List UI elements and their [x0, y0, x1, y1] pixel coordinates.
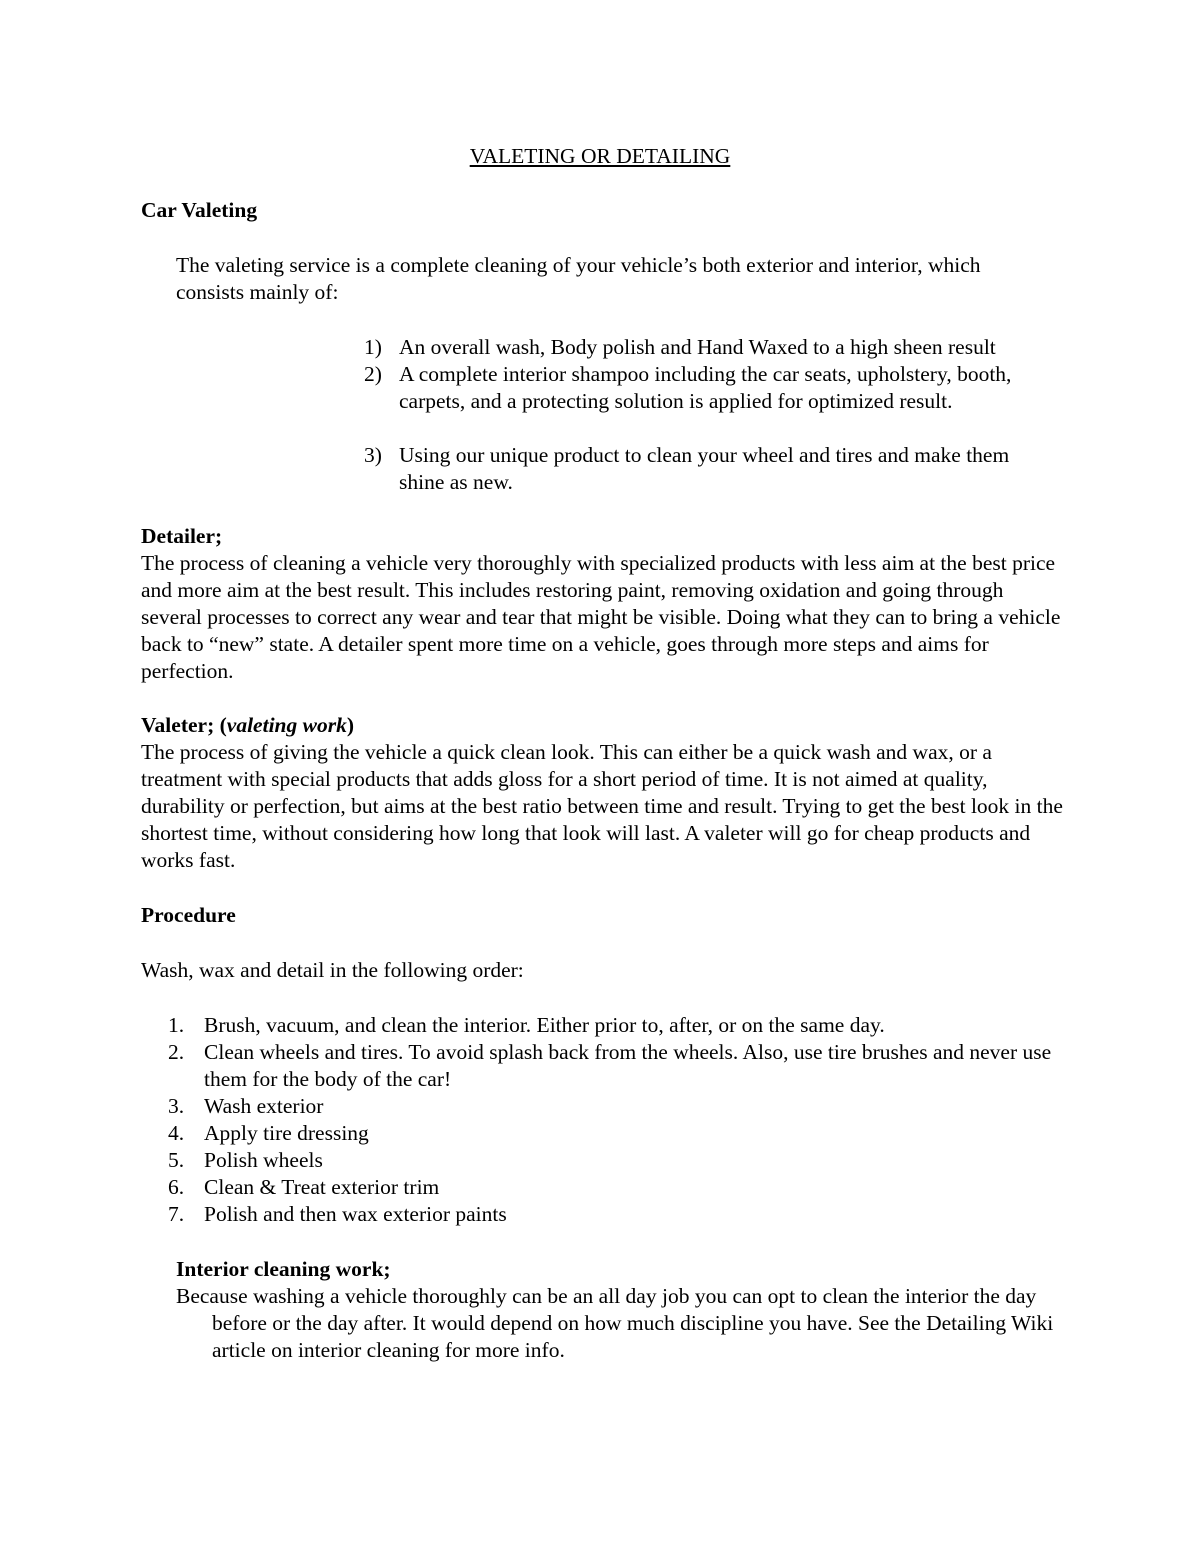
list-item-number: 2) [364, 362, 382, 386]
list-item-text: Clean & Treat exterior trim [204, 1175, 440, 1199]
valeter-heading-label: Valeter; [141, 713, 215, 737]
page-title: VALETING OR DETAILING [469, 144, 731, 168]
list-item-text: Apply tire dressing [204, 1121, 369, 1145]
list-item-number: 7. [168, 1202, 185, 1226]
valeter-heading [141, 712, 354, 739]
list-item-text: A complete interior shampoo including the car seats, upholstery, booth, carpets, and a protecting solution is applied for optimized result. [399, 362, 1012, 413]
list-item-number: 1) [364, 335, 382, 359]
valeter-paren-close: ) [346, 713, 354, 737]
list-item-text: An overall wash, Body polish and Hand Waxed to a high sheen result [399, 335, 996, 359]
list-item-text: Polish and then wax exterior paints [204, 1202, 507, 1226]
valeter-text: The process of giving the vehicle a quick clean look. This can either be a quick wash and wax, or a treatment with special products that adds gloss for a short period of time. It is not aimed at quality, durability or perfection, but aims at the best ratio between time and result. Trying to get the best look in the shortest time, without considering how long that look will last. A valeter will go for cheap products and works fast. [141, 740, 1063, 872]
interior-text: Because washing a vehicle thoroughly can be an all day job you can opt to clean the interior the day before or the day after. It would depend on how much discipline you have. See the Detailing Wiki article on interior cleaning for more info. [176, 1284, 1054, 1362]
car-valeting-intro: The valeting service is a complete cleaning of your vehicle’s both exterior and interior, which consists mainly of: [176, 253, 981, 304]
list-item-text: Polish wheels [204, 1148, 323, 1172]
list-item-text: Brush, vacuum, and clean the interior. Either prior to, after, or on the same day. [204, 1013, 885, 1037]
valeter-paren-text: valeting work [226, 713, 347, 737]
procedure-intro: Wash, wax and detail in the following order: [141, 958, 524, 982]
detailer-text: The process of cleaning a vehicle very thoroughly with specialized products with less aim at the best price and more aim at the best result. This includes restoring paint, removing oxidation and going through several processes to correct any wear and tear that might be visible. Doing what they can to bring a vehicle back to “new” state. A detailer spent more time on a vehicle, goes through more steps and aims for perfection. [141, 551, 1061, 683]
list-item-number: 2. [168, 1040, 185, 1064]
list-item-text: Clean wheels and tires. To avoid splash back from the wheels. Also, use tire brushes and never use them for the body of the car! [204, 1040, 1052, 1091]
list-item-text: Wash exterior [204, 1094, 324, 1118]
list-item-text: Using our unique product to clean your wheel and tires and make them shine as new. [399, 443, 1010, 494]
valeter-paren-open: ( [219, 713, 227, 737]
car-valeting-heading: Car Valeting [141, 198, 258, 222]
interior-heading: Interior cleaning work; [176, 1257, 391, 1281]
list-item-number: 1. [168, 1013, 185, 1037]
list-item-number: 5. [168, 1148, 185, 1172]
detailer-heading: Detailer; [141, 524, 223, 548]
list-item-number: 3) [364, 443, 382, 467]
procedure-heading: Procedure [141, 903, 236, 927]
list-item-number: 6. [168, 1175, 185, 1199]
list-item-number: 3. [168, 1094, 185, 1118]
list-item-number: 4. [168, 1121, 185, 1145]
